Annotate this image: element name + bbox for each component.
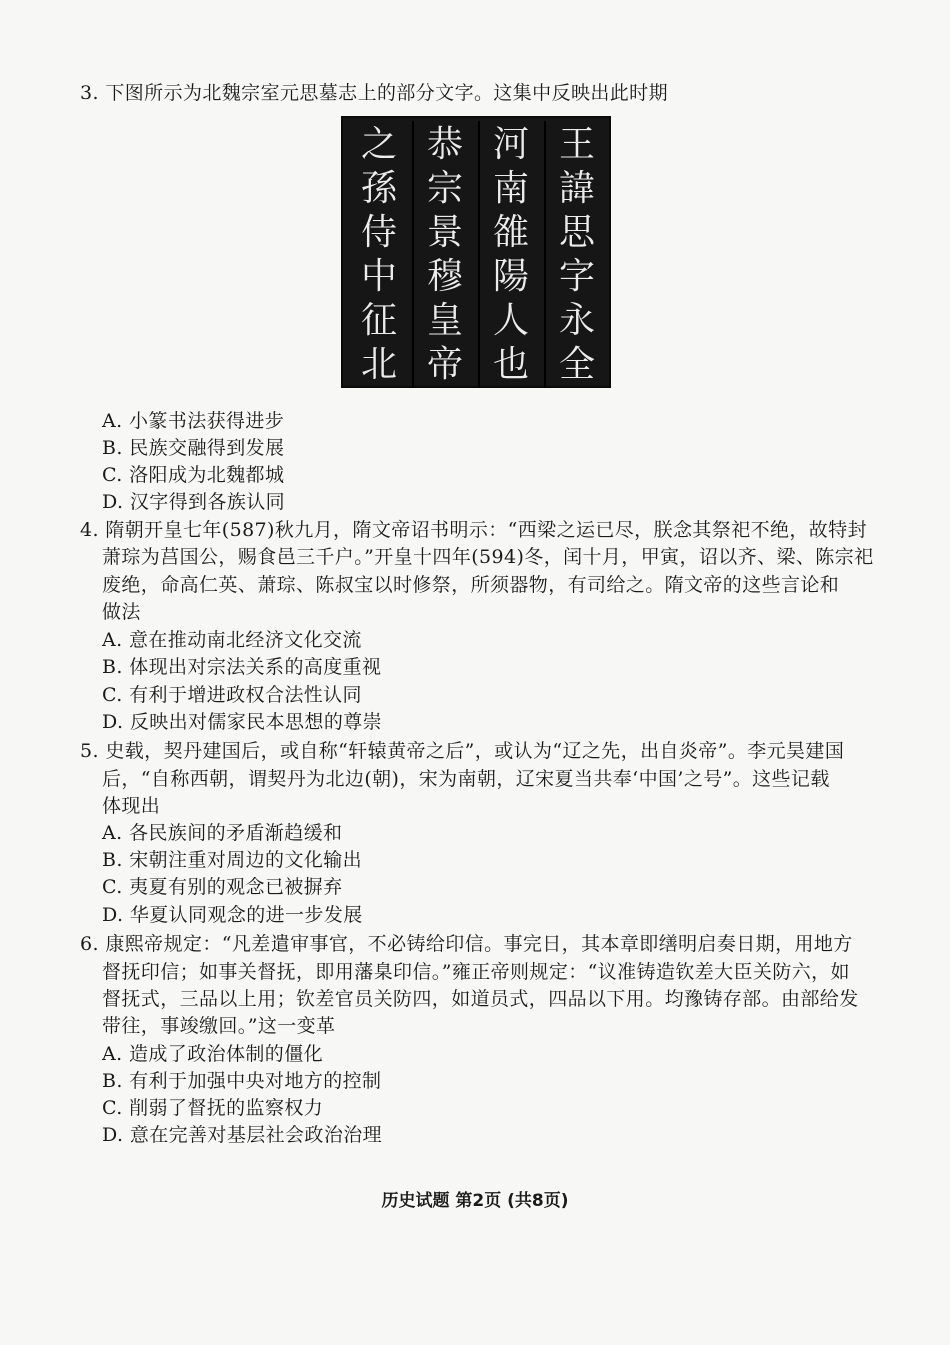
- inscription-char: 陽: [492, 256, 529, 297]
- question-4-option-c: C. 有利于增进政权合法性认同: [102, 684, 362, 706]
- question-3-option-c: C. 洛阳成为北魏都城: [102, 464, 285, 486]
- question-5-stem-line-1: 5. 史载，契丹建国后，或自称“轩辕黄帝之后”，或认为“辽之先，出自炎帝”。李元昊建国: [80, 740, 845, 762]
- inscription-char: 也: [492, 344, 529, 385]
- question-4-stem-line-3: 废绝，命高仁英、萧琮、陈叔宝以时修祭，所须器物，有司给之。隋文帝的这些言论和: [102, 574, 840, 596]
- question-6-option-d: D. 意在完善对基层社会政治治理: [102, 1124, 383, 1146]
- inscription-char: 河: [492, 124, 529, 165]
- question-4-option-d: D. 反映出对儒家民本思想的尊崇: [102, 711, 383, 733]
- inscription-rubbing-image: [341, 116, 611, 388]
- question-5-stem-line-3: 体现出: [102, 795, 161, 817]
- inscription-char: 之: [360, 124, 397, 165]
- question-3-option-d: D. 汉字得到各族认同: [102, 491, 286, 513]
- inscription-char: 南: [492, 168, 529, 209]
- inscription-char: 恭: [426, 124, 463, 165]
- question-5-option-b: B. 宋朝注重对周边的文化输出: [102, 849, 363, 871]
- question-6-option-c: C. 削弱了督抚的监察权力: [102, 1097, 324, 1119]
- question-3-option-a: A. 小篆书法获得进步: [102, 410, 285, 432]
- column-divider: [412, 121, 414, 387]
- inscription-char: 穆: [426, 256, 463, 297]
- inscription-char: 中: [360, 256, 397, 297]
- question-3-option-b: B. 民族交融得到发展: [102, 437, 285, 459]
- inscription-char: 帝: [426, 344, 463, 385]
- question-6-stem-line-3: 督抚式，三品以上用；钦差官员关防四，如道员式，四品以下用。均豫铸存部。由部给发: [102, 988, 859, 1010]
- inscription-char: 全: [558, 344, 595, 385]
- inscription-column-4: [349, 124, 409, 386]
- question-6-option-a: A. 造成了政治体制的僵化: [102, 1043, 324, 1065]
- inscription-column-3: [415, 124, 475, 386]
- column-divider: [478, 121, 480, 387]
- inscription-char: 人: [492, 300, 529, 341]
- inscription-char: 侍: [360, 212, 397, 253]
- inscription-column-2: [481, 124, 541, 386]
- page-footer: 历史试题 第2页 (共8页): [381, 1191, 569, 1211]
- column-divider: [544, 121, 546, 387]
- inscription-char: 永: [558, 300, 595, 341]
- question-4-option-b: B. 体现出对宗法关系的高度重视: [102, 656, 382, 678]
- question-5-option-c: C. 夷夏有别的观念已被摒弃: [102, 876, 343, 898]
- inscription-char: 思: [558, 212, 595, 253]
- question-3-stem: 3. 下图所示为北魏宗室元思墓志上的部分文字。这集中反映出此时期: [80, 82, 668, 104]
- inscription-char: 王: [558, 124, 595, 165]
- question-4-stem-line-4: 做法: [102, 601, 141, 623]
- question-6-stem-line-1: 6. 康熙帝规定：“凡差遣审事官，不必铸给印信。事完日，其本章即缮明启奏日期，用地方: [80, 933, 853, 955]
- inscription-char: 北: [360, 344, 397, 385]
- question-5-option-a: A. 各民族间的矛盾渐趋缓和: [102, 822, 343, 844]
- inscription-char: 征: [360, 300, 397, 341]
- question-4-option-a: A. 意在推动南北经济文化交流: [102, 629, 362, 651]
- inscription-char: 雒: [492, 212, 529, 253]
- question-5-stem-line-2: 后，“自称西朝，谓契丹为北边(朝)，宋为南朝，辽宋夏当共奉‘中国’之号”。这些记载: [102, 768, 830, 790]
- question-4-stem-line-1: 4. 隋朝开皇七年(587)秋九月，隋文帝诏书明示：“西梁之运已尽，朕念其祭祀不绝，故特封: [80, 519, 867, 541]
- question-6-stem-line-2: 督抚印信；如事关督抚，即用藩臬印信。”雍正帝则规定：“议准铸造钦差大臣关防六，如: [102, 961, 850, 983]
- inscription-char: 景: [426, 212, 463, 253]
- inscription-char: 孫: [360, 168, 397, 209]
- question-6-option-b: B. 有利于加强中央对地方的控制: [102, 1070, 382, 1092]
- inscription-char: 字: [558, 256, 595, 297]
- question-4-stem-line-2: 萧琮为莒国公，赐食邑三千户。”开皇十四年(594)冬，闰十月，甲寅，诏以齐、梁、陈宗祀: [102, 546, 874, 568]
- inscription-char: 宗: [426, 168, 463, 209]
- question-6-stem-line-4: 带往，事竣缴回。”这一变革: [102, 1015, 336, 1037]
- question-5-option-d: D. 华夏认同观念的进一步发展: [102, 904, 363, 926]
- inscription-column-1: [547, 124, 607, 386]
- inscription-char: 諱: [558, 168, 595, 209]
- inscription-char: 皇: [426, 300, 463, 341]
